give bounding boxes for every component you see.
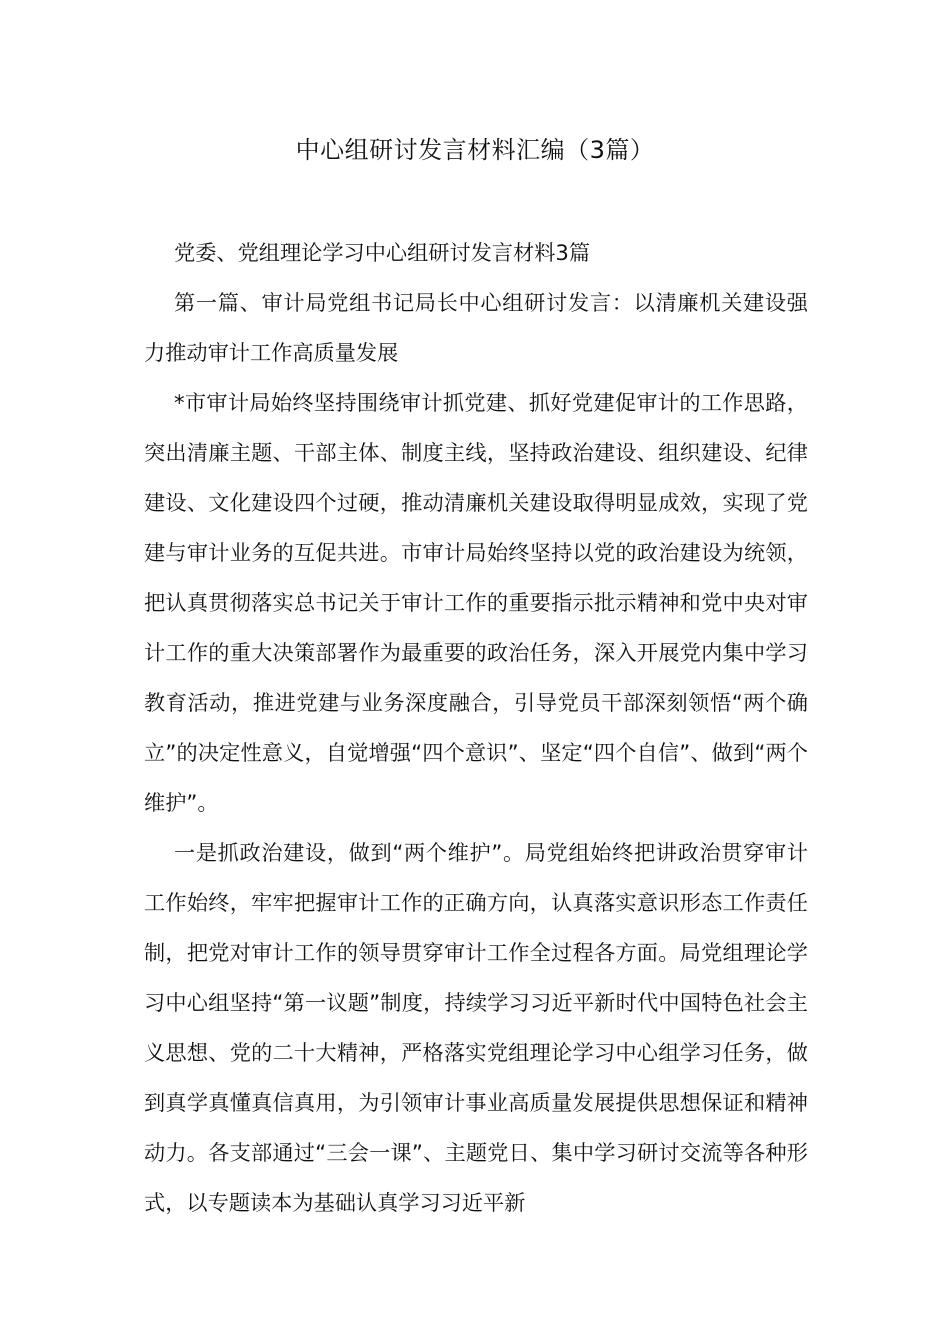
paragraph-section-heading: 第一篇、审计局党组书记局长中心组研讨发言：以清廉机关建设强力推动审计工作高质量发展 bbox=[144, 290, 808, 365]
paragraph-point-one: 一是抓政治建设，做到“两个维护”。局党组始终把讲政治贯穿审计工作始终，牢牢把握审计工作的正确方向，认真落实意识形态工作责任制，把党对审计工作的领导贯穿审计工作全过程各方面。局党组理论学习中心组坚持“第一议题”制度，持续学习习近平新时代中国特色社会主义思想、党的二十大精神，严格落实党组理论学习中心组学习任务，做到真学真懂真信真用，为引领审计事业高质量发展提供思想保证和精神动力。各支部通过“三会一课”、主题党日、集中学习研讨交流等各种形式，以专题读本为基础认真学习习近平新 bbox=[144, 840, 808, 1215]
document-body bbox=[144, 228, 808, 1228]
paragraph-subtitle: 党委、党组理论学习中心组研讨发言材料3篇 bbox=[174, 240, 591, 265]
paragraph-intro: *市审计局始终坚持围绕审计抓党建、抓好党建促审计的工作思路，突出清廉主题、干部主体、制度主线，坚持政治建设、组织建设、纪律建设、文化建设四个过硬，推动清廉机关建设取得明显成效，实现了党建与审计业务的互促共进。市审计局始终坚持以党的政治建设为统领，把认真贯彻落实总书记关于审计工作的重要指示批示精神和党中央对审计工作的重大决策部署作为最重要的政治任务，深入开展党内集中学习教育活动，推进党建与业务深度融合，引导党员干部深刻领悟“两个确立”的决定性意义，自觉增强“四个意识”、坚定“四个自信”、做到“两个维护”。 bbox=[144, 390, 808, 815]
document-title: 中心组研讨发言材料汇编（3篇） bbox=[295, 136, 655, 164]
